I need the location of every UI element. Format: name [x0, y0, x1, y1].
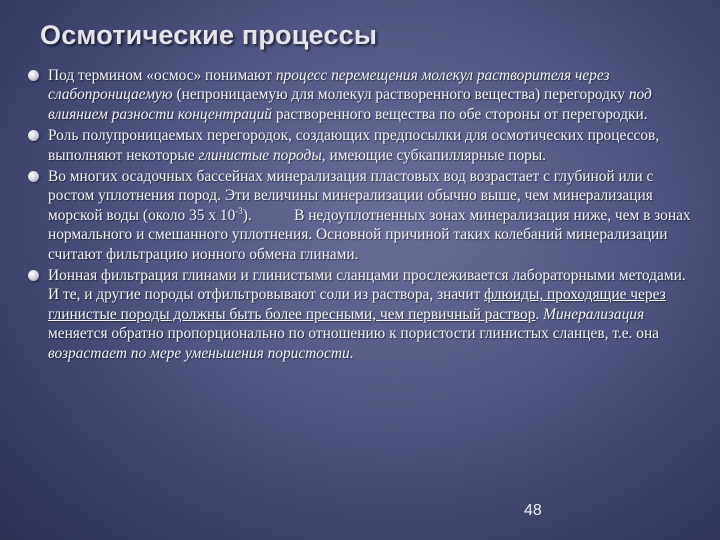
bullet-text-segment: меняется обратно пропорционально по отношению к пористости глинистых сланцев, т.е. она — [48, 325, 660, 343]
slide-title: Осмотические процессы — [40, 20, 378, 50]
bullet-text-segment: процесс перемещения молекул растворителя через слабопроницаемую — [48, 67, 610, 104]
bullet-text-segment: , имеющие субкапиллярные поры. — [321, 146, 547, 164]
bullet-text-segment: растворенного вещества по обе стороны от перегородки. — [271, 105, 648, 123]
bullet-text — [48, 168, 691, 263]
bullet-dot-icon — [28, 270, 39, 281]
bullet-text-segment: (непроницаемую для молекул растворенного вещества) перегородку — [172, 86, 629, 104]
bullet-dot-icon — [28, 130, 39, 141]
bullet-item-mineralization-depth — [22, 167, 700, 264]
bullet-text-segment: возрастает по мере уменьшения пористости — [48, 344, 350, 362]
bullet-item-ion-filtration — [22, 266, 700, 363]
bullet-text-segment: Во многих осадочных бассейнах минерализация пластовых вод возрастает с глубиной или с ростом уплотнения пород. Эти величины минерализации обычно выше, чем минерализация морской воды (около 35 х 10 — [48, 168, 654, 224]
bullet-text — [48, 267, 686, 362]
bullet-text-segment: Минерализация — [543, 305, 645, 323]
bullet-dot-icon — [28, 171, 39, 182]
bullet-text-segment: флюиды, проходящие через глинистые породы должны быть более пресными, чем первичный раствор — [48, 286, 666, 323]
bullet-text — [48, 127, 659, 163]
page-number: 48 — [524, 502, 542, 519]
bullet-text-segment: Роль полупроницаемых перегородок, создающих предпосылки для осмотических процессов, выполняют некоторые — [48, 127, 660, 164]
bullet-text-segment: . — [349, 344, 354, 362]
bullet-text-segment: под влиянием разности концентраций — [48, 86, 652, 123]
bullet-list — [22, 66, 700, 365]
bullet-text-segment: Под термином «осмос» понимают — [48, 67, 276, 84]
bullet-text-segment: глинистые породы — [198, 146, 322, 164]
bullet-text-segment: -3 — [235, 205, 243, 216]
bullet-text-segment: . — [535, 305, 544, 323]
bullet-text-segment: Ионная фильтрация глинами и глинистыми сланцами прослеживается лабораторными методами. И те, и другие породы отфильтровывают соли из раствора, значит — [48, 267, 686, 304]
bullet-item-clay-membranes — [22, 126, 700, 165]
bullet-text — [48, 67, 652, 123]
bullet-item-osmosis-definition — [22, 66, 700, 124]
bullet-dot-icon — [28, 70, 39, 81]
bullet-text-segment: ). В недоуплотненных зонах минерализация ниже, чем в зонах нормального и смешанного уплотнения. Основной причиной таких колебаний минерализации считают фильтрацию ионного обмена глинами. — [48, 206, 691, 263]
